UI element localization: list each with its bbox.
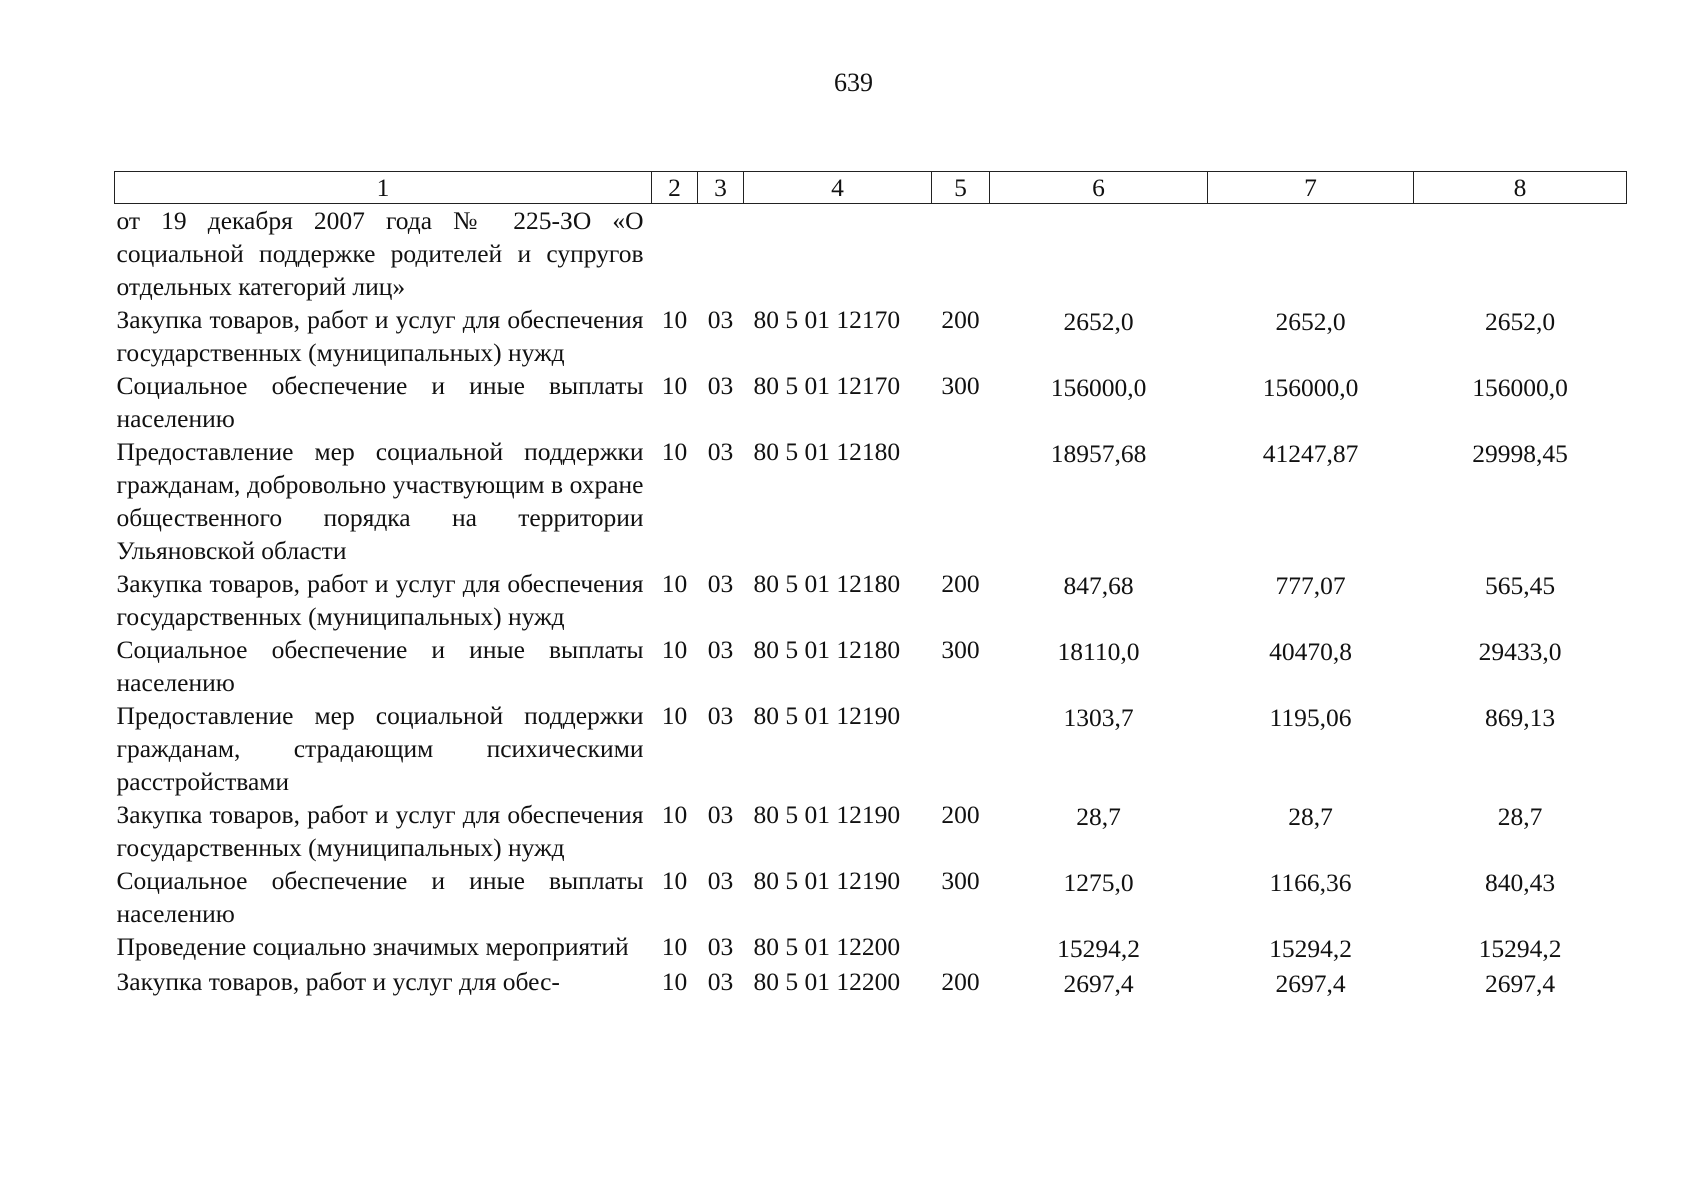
row-value-col-8: 29433,0 (1478, 637, 1562, 666)
row-expense-type-code: 200 (941, 800, 980, 829)
header-col-4: 4 (744, 172, 932, 204)
row-subsection-code: 03 (707, 635, 734, 664)
table-row (115, 204, 1627, 304)
row-value-col-8: 869,13 (1484, 703, 1556, 732)
row-target-article-code: 80 5 01 12180 (753, 569, 901, 598)
table-row (115, 798, 1627, 864)
row-section-code: 10 (661, 635, 688, 664)
table-row (115, 633, 1627, 699)
table-row (115, 699, 1627, 798)
table-row (115, 930, 1627, 965)
row-value-col-8: 2652,0 (1484, 307, 1556, 336)
row-target-article-code: 80 5 01 12170 (753, 371, 901, 400)
row-expense-type-code: 300 (941, 866, 980, 895)
row-expense-type-code: 200 (941, 967, 980, 996)
row-subsection-code: 03 (707, 371, 734, 400)
row-subsection-code: 03 (707, 305, 734, 334)
table-row (115, 369, 1627, 435)
row-value-col-6: 18110,0 (1057, 637, 1140, 666)
row-subsection-code: 03 (707, 866, 734, 895)
row-value-col-6: 28,7 (1076, 802, 1121, 831)
row-target-article-code: 80 5 01 12180 (753, 437, 901, 466)
row-section-code: 10 (661, 800, 688, 829)
header-col-1: 1 (115, 172, 652, 204)
row-value-col-7: 1195,06 (1269, 703, 1352, 732)
row-value-col-6: 2652,0 (1063, 307, 1134, 336)
row-value-col-8: 565,45 (1484, 571, 1556, 600)
row-subsection-code: 03 (707, 932, 734, 961)
row-value-col-6: 1303,7 (1063, 703, 1134, 732)
header-col-3: 3 (698, 172, 744, 204)
row-section-code: 10 (661, 437, 688, 466)
row-target-article-code: 80 5 01 12200 (753, 932, 901, 961)
row-expense-type-code: 200 (941, 569, 980, 598)
row-description: Проведение социально значимых мероприятий (116, 932, 629, 961)
header-col-2: 2 (652, 172, 698, 204)
row-target-article-code: 80 5 01 12190 (753, 701, 901, 730)
row-value-col-8: 840,43 (1484, 868, 1556, 897)
row-description: Социальное обеспечение и иные выплаты населению (116, 635, 644, 697)
row-value-col-6 (990, 204, 1208, 304)
row-subsection-code: 03 (707, 701, 734, 730)
row-value-col-8: 2697,4 (1484, 969, 1556, 998)
table-header (115, 172, 1627, 204)
header-col-7: 7 (1208, 172, 1414, 204)
row-value-col-7: 2652,0 (1275, 307, 1346, 336)
row-target-article-code (744, 204, 932, 304)
row-value-col-6: 18957,68 (1050, 439, 1147, 468)
header-col-8: 8 (1414, 172, 1627, 204)
row-target-article-code: 80 5 01 12190 (753, 800, 901, 829)
row-section-code: 10 (661, 932, 688, 961)
row-section-code (652, 204, 698, 304)
row-expense-type-code (932, 699, 990, 798)
table-row (115, 864, 1627, 930)
row-description: Предоставление мер социальной поддержки гражданам, добровольно участвующим в охране общественного порядка на территории Ульяновской области (116, 437, 644, 565)
row-expense-type-code (932, 930, 990, 965)
row-description: Закупка товаров, работ и услуг для обеспечения государственных (муниципальных) нужд (116, 305, 644, 367)
row-value-col-7: 777,07 (1275, 571, 1346, 600)
row-target-article-code: 80 5 01 12180 (753, 635, 901, 664)
row-target-article-code: 80 5 01 12200 (753, 967, 901, 996)
row-target-article-code: 80 5 01 12170 (753, 305, 901, 334)
header-row (115, 172, 1627, 204)
row-value-col-6: 1275,0 (1063, 868, 1134, 897)
row-description: Предоставление мер социальной поддержки гражданам, страдающим психическими расстройствами (116, 701, 644, 796)
row-expense-type-code: 200 (941, 305, 980, 334)
row-value-col-7: 28,7 (1288, 802, 1333, 831)
row-subsection-code: 03 (707, 800, 734, 829)
row-value-col-7: 2697,4 (1275, 969, 1346, 998)
row-description: Закупка товаров, работ и услуг для обеспечения государственных (муниципальных) нужд (116, 800, 644, 862)
row-value-col-7: 1166,36 (1269, 868, 1352, 897)
row-value-col-7: 40470,8 (1269, 637, 1352, 666)
row-section-code: 10 (661, 305, 688, 334)
row-value-col-8 (1414, 204, 1627, 304)
row-value-col-8: 29998,45 (1472, 439, 1568, 468)
row-value-col-8: 156000,0 (1472, 373, 1568, 402)
row-section-code: 10 (661, 569, 688, 598)
row-value-col-8: 28,7 (1497, 802, 1543, 831)
row-value-col-7: 15294,2 (1269, 934, 1352, 963)
row-expense-type-code (932, 435, 990, 567)
header-col-5: 5 (932, 172, 990, 204)
row-value-col-7: 41247,87 (1262, 439, 1359, 468)
row-subsection-code: 03 (707, 437, 734, 466)
row-value-col-6: 156000,0 (1050, 373, 1147, 402)
row-section-code: 10 (661, 371, 688, 400)
row-value-col-6: 2697,4 (1063, 969, 1134, 998)
row-target-article-code: 80 5 01 12190 (753, 866, 901, 895)
row-section-code: 10 (661, 967, 688, 996)
table-row (115, 567, 1627, 633)
row-value-col-6: 15294,2 (1057, 934, 1140, 963)
budget-table (114, 171, 1627, 1000)
row-expense-type-code: 300 (941, 635, 980, 664)
row-section-code: 10 (661, 701, 688, 730)
row-section-code: 10 (661, 866, 688, 895)
row-description: Социальное обеспечение и иные выплаты населению (116, 866, 644, 928)
row-value-col-8: 15294,2 (1478, 934, 1562, 963)
row-value-col-6: 847,68 (1063, 571, 1134, 600)
row-value-col-7 (1208, 204, 1414, 304)
row-description: Социальное обеспечение и иные выплаты населению (116, 371, 644, 433)
row-expense-type-code (932, 204, 990, 304)
page-number: 639 (834, 68, 873, 97)
table-row (115, 303, 1627, 369)
table-row (115, 965, 1627, 1000)
row-subsection-code: 03 (707, 967, 734, 996)
row-description: от 19 декабря 2007 года № 225-ЗО «О социальной поддержке родителей и супругов отдельных категорий лиц» (116, 206, 644, 301)
row-subsection-code (698, 204, 744, 304)
row-value-col-7: 156000,0 (1262, 373, 1359, 402)
row-description: Закупка товаров, работ и услуг для обес- (116, 967, 560, 996)
row-expense-type-code: 300 (941, 371, 980, 400)
table-row (115, 435, 1627, 567)
row-description: Закупка товаров, работ и услуг для обеспечения государственных (муниципальных) нужд (116, 569, 644, 631)
row-subsection-code: 03 (707, 569, 734, 598)
header-col-6: 6 (990, 172, 1208, 204)
table-body (115, 204, 1627, 1001)
